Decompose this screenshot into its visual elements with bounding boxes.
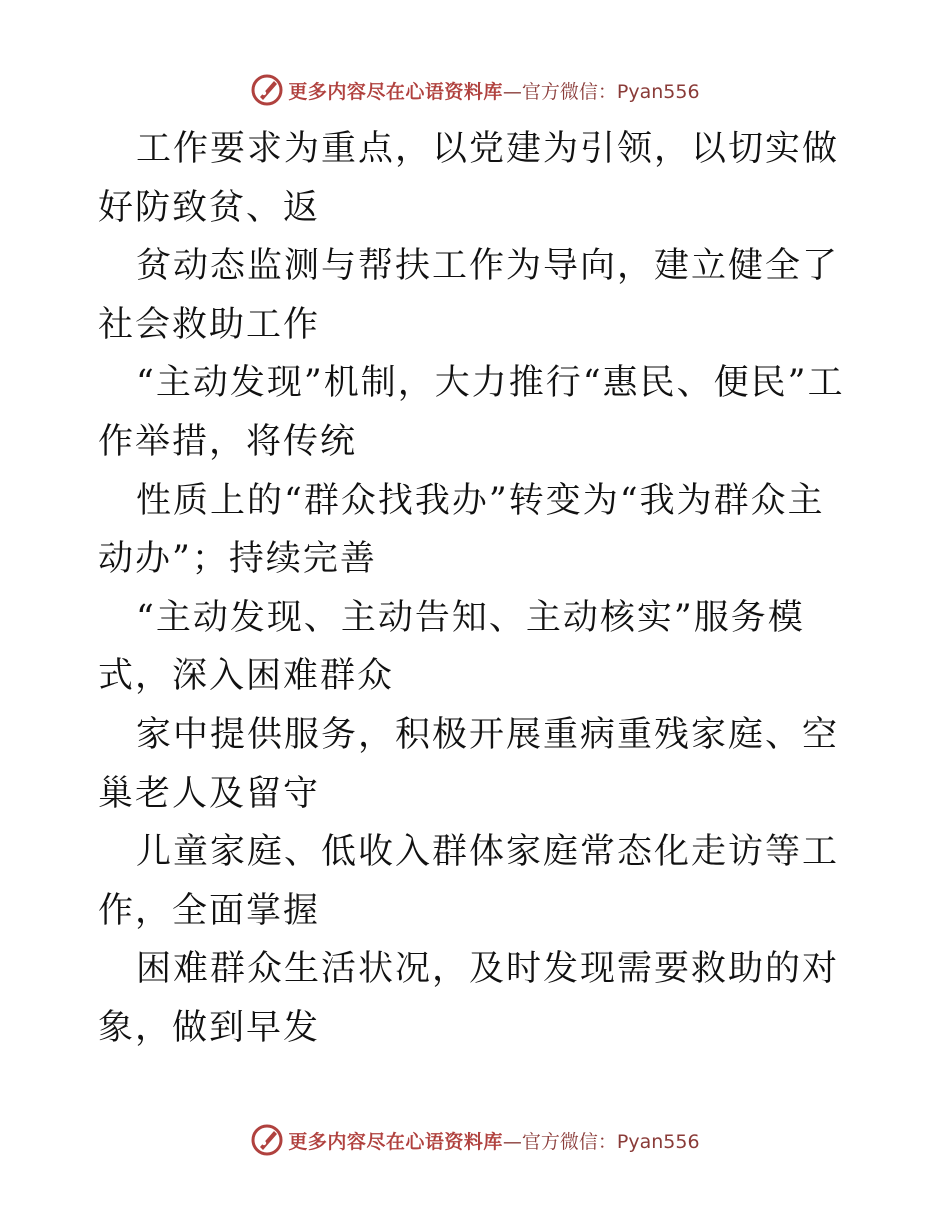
header-watermark-banner bbox=[0, 70, 950, 110]
banner-title: 更多内容尽在心语资料库 bbox=[288, 80, 503, 103]
paragraph-5: “主动发现、主动告知、主动核实”服务模式，深入困难群众 bbox=[98, 597, 805, 697]
paragraph-6: 家中提供服务，积极开展重病重残家庭、空巢老人及留守 bbox=[98, 714, 840, 814]
paragraph-4: 性质上的“群众找我办”转变为“我为群众主动办”；持续完善 bbox=[98, 480, 825, 580]
document-body bbox=[98, 120, 858, 1058]
paragraph-3: “主动发现”机制，大力推行“惠民、便民”工作举措，将传统 bbox=[98, 363, 845, 462]
banner-wechat-id: —官方微信：Pyan556 bbox=[502, 1130, 700, 1153]
paragraph-1: 工作要求为重点，以党建为引领，以切实做好防致贫、返 bbox=[98, 129, 840, 228]
paragraph-8: 困难群众生活状况，及时发现需要救助的对象，做到早发 bbox=[98, 949, 840, 1048]
pen-nib-logo-icon bbox=[250, 1123, 284, 1157]
banner-title: 更多内容尽在心语资料库 bbox=[288, 1130, 503, 1153]
pen-nib-logo-icon bbox=[250, 73, 284, 107]
paragraph-7: 儿童家庭、低收入群体家庭常态化走访等工作，全面掌握 bbox=[98, 832, 840, 931]
paragraph-2: 贫动态监测与帮扶工作为导向，建立健全了社会救助工作 bbox=[98, 246, 840, 345]
banner-wechat-id: —官方微信：Pyan556 bbox=[502, 80, 700, 103]
footer-watermark-banner bbox=[0, 1120, 950, 1160]
